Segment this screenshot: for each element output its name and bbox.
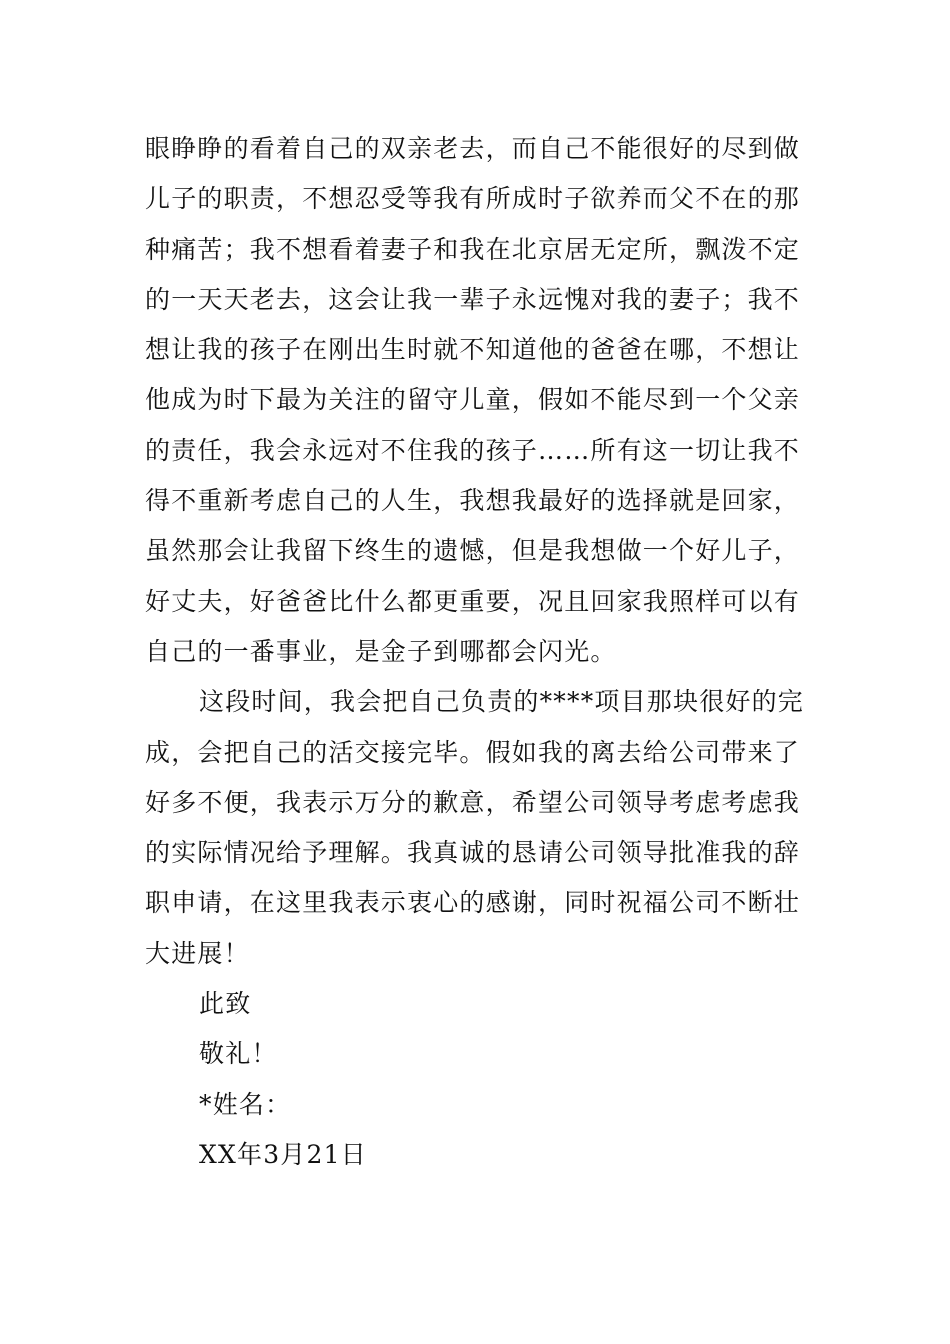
paragraph-line: 职申请，在这里我表示衷心的感谢，同时祝福公司不断壮	[145, 888, 801, 918]
paragraph-line: 这段时间，我会把自己负责的****项目那块很好的完	[199, 687, 805, 717]
paragraph-line: 的责任，我会永远对不住我的孩子……所有这一切让我不	[145, 435, 801, 465]
letter-date: XX年3月21日	[199, 1139, 367, 1169]
paragraph-line: 他成为时下最为关注的留守儿童，假如不能尽到一个父亲	[145, 385, 801, 415]
paragraph-line: 儿子的职责，不想忍受等我有所成时子欲养而父不在的那	[145, 184, 801, 214]
paragraph-line: 大进展！	[145, 938, 250, 968]
letter-body	[145, 124, 807, 1180]
paragraph-2	[145, 677, 807, 979]
closing-regards: 敬礼！	[199, 1039, 278, 1069]
paragraph-line: 得不重新考虑自己的人生，我想我最好的选择就是回家，	[145, 486, 801, 516]
paragraph-1	[145, 124, 807, 677]
letter-closing	[145, 979, 807, 1180]
paragraph-line: 的实际情况给予理解。我真诚的恳请公司领导批准我的辞	[145, 838, 801, 868]
paragraph-line: 虽然那会让我留下终生的遗憾，但是我想做一个好儿子，	[145, 536, 801, 566]
signature-name-label: *姓名：	[199, 1089, 292, 1119]
paragraph-line: 自己的一番事业，是金子到哪都会闪光。	[145, 636, 617, 666]
paragraph-line: 好丈夫，好爸爸比什么都更重要，况且回家我照样可以有	[145, 586, 801, 616]
paragraph-line: 成，会把自己的活交接完毕。假如我的离去给公司带来了	[145, 737, 801, 767]
paragraph-line: 想让我的孩子在刚出生时就不知道他的爸爸在哪，不想让	[145, 335, 801, 365]
closing-salutation: 此致	[199, 989, 252, 1019]
paragraph-line: 好多不便，我表示万分的歉意，希望公司领导考虑考虑我	[145, 787, 801, 817]
paragraph-line: 的一天天老去，这会让我一辈子永远愧对我的妻子；我不	[145, 284, 801, 314]
paragraph-line: 眼睁睁的看着自己的双亲老去，而自己不能很好的尽到做	[145, 134, 801, 163]
paragraph-line: 种痛苦；我不想看着妻子和我在北京居无定所，飘泼不定	[145, 234, 801, 264]
